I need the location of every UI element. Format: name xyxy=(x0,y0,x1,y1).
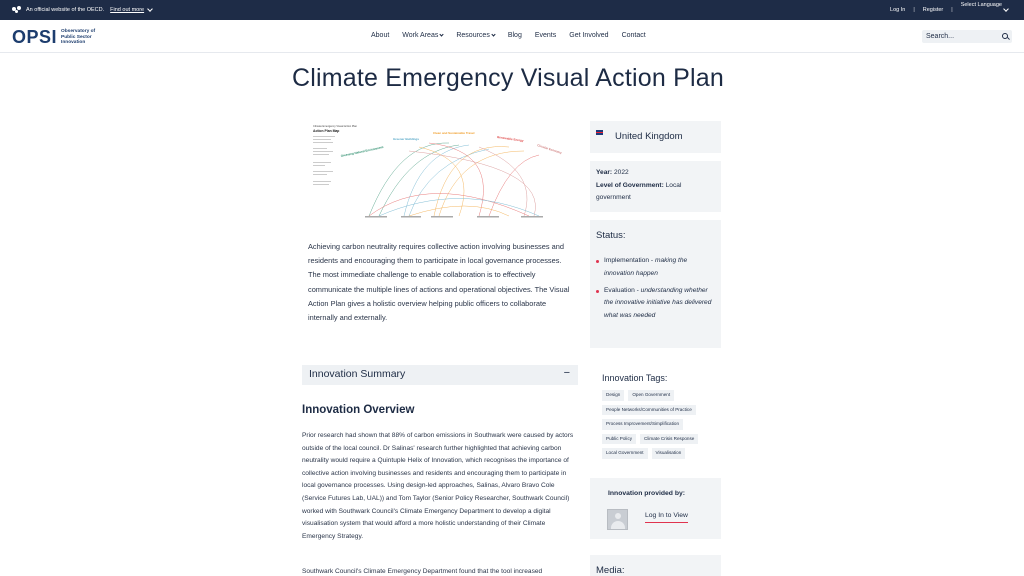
innovation-summary-toggle[interactable] xyxy=(302,365,578,385)
nav-events[interactable]: Events xyxy=(534,32,557,39)
tag[interactable]: Design xyxy=(602,390,624,401)
status-heading: Status: xyxy=(596,230,626,241)
media-heading: Media: xyxy=(596,565,625,576)
tag[interactable]: Process Improvement/Simplification xyxy=(602,419,683,430)
language-select[interactable] xyxy=(961,2,1002,8)
action-plan-map-image[interactable] xyxy=(309,121,577,221)
login-to-view-link[interactable]: Log In to View xyxy=(645,512,688,523)
tag[interactable]: Climate Crisis Response xyxy=(640,434,698,445)
map-group-label: Greening Natural Environment xyxy=(340,145,384,158)
status-list xyxy=(604,255,714,327)
innovation-summary-label: Innovation Summary xyxy=(309,368,406,380)
uk-flag-icon xyxy=(596,130,603,135)
nav-get-involved[interactable]: Get Involved xyxy=(569,32,609,39)
oecd-banner xyxy=(0,0,1024,20)
tag[interactable]: Local Government xyxy=(602,448,648,459)
overview-paragraph: Prior research had shown that 88% of carbon emissions in Southwark were caused by actors outside of the local council. Dr Salinas' research further highlighted that achieving carbon neutrality would require a Quintuple Helix of Innovation, which recognises the importance of collective action involving businesses and residents and encouraging them to participate in local governance processes. Using design-led approaches, Salinas, Alvaro Bravo Cole (Service Futures Lab, UAL)) and Tom Taylor (Senior Policy Researcher, Southwark Council) worked with Southwark Council's Climate Emergency Department to develop a digital visualisation system that would afford a more holistic understanding of their Climate Emergency Strategy. xyxy=(302,432,574,540)
map-group-label: Circular Economy xyxy=(536,143,563,155)
search-icon[interactable] xyxy=(1002,33,1008,39)
tag[interactable]: Visualisation xyxy=(652,448,686,459)
page-title: Climate Emergency Visual Action Plan xyxy=(292,64,724,92)
logo-subtitle: Observatory of Public Sector Innovation xyxy=(61,29,96,46)
country-card xyxy=(590,121,721,153)
chevron-down-icon xyxy=(1003,6,1009,12)
avatar xyxy=(607,509,628,530)
search-placeholder: Search... xyxy=(926,33,955,40)
map-group-label: Greener Buildings xyxy=(393,137,420,141)
level-row: Level of Government: Local government xyxy=(596,181,682,202)
year-value: 2022 xyxy=(613,169,629,176)
site-header xyxy=(0,20,1024,53)
status-item: Implementation - making the innovation happen xyxy=(604,255,714,281)
main-nav xyxy=(371,32,646,39)
divider: | xyxy=(913,7,915,13)
provided-by-card xyxy=(590,478,721,539)
chevron-down-icon xyxy=(491,32,495,36)
search-input[interactable] xyxy=(922,30,1012,43)
register-link[interactable]: Register xyxy=(922,7,944,13)
nav-about[interactable]: About xyxy=(371,32,390,39)
find-out-more-link[interactable]: Find out more xyxy=(110,6,145,13)
innovation-tags-heading: Innovation Tags: xyxy=(602,373,668,383)
meta-card xyxy=(590,161,721,212)
level-value: Local government xyxy=(596,181,682,202)
tag-list xyxy=(602,390,714,459)
logo-wordmark: OPSI xyxy=(12,27,58,47)
tag[interactable]: People Networks/Communities of Practice xyxy=(602,405,696,416)
chevron-down-icon xyxy=(440,32,444,36)
language-select-label: Select Language xyxy=(960,2,1002,8)
tag[interactable]: Public Policy xyxy=(602,434,636,445)
nav-resources[interactable]: Resources xyxy=(456,32,494,39)
login-link[interactable]: Log In xyxy=(890,7,906,13)
map-title: Action Plan Map xyxy=(313,129,340,133)
status-item: Evaluation - understanding whether the innovative initiative has delivered what was needed xyxy=(604,285,714,323)
intro-paragraph: Achieving carbon neutrality requires collective action involving businesses and residents and encouraging them to participate in local governance processes. The most immediate challenge to enable collaboration is to effectively communicate the multiple lines of actions and operational objectives. The Visual Action Plan gives a holistic overview helping public officers to collaborate internally and externally. xyxy=(308,242,570,323)
year-row: Year: 2022 xyxy=(596,169,629,176)
oecd-notice xyxy=(12,6,152,13)
chevron-down-icon xyxy=(147,6,153,12)
official-text: An official website of the OECD. xyxy=(26,6,105,13)
overview-paragraph-2: Southwark Council's Climate Emergency Department found that the tool increased xyxy=(302,568,543,575)
map-group-label: Renewable Energy xyxy=(496,135,524,143)
collapse-icon[interactable]: − xyxy=(563,367,570,379)
status-card xyxy=(590,220,721,348)
tag[interactable]: Open Government xyxy=(628,390,674,401)
nav-blog[interactable]: Blog xyxy=(507,32,522,39)
oecd-logo-icon xyxy=(12,6,22,13)
media-card xyxy=(590,555,721,576)
provided-by-heading: Innovation provided by: xyxy=(608,490,686,497)
nav-work-areas[interactable]: Work Areas xyxy=(402,32,443,39)
nav-contact[interactable]: Contact xyxy=(621,32,646,39)
opsi-logo[interactable] xyxy=(12,27,105,48)
country-name: United Kingdom xyxy=(615,131,683,142)
map-group-label: Clean and Sustainable Travel xyxy=(433,131,475,135)
divider: | xyxy=(951,7,953,13)
map-header-small: Climate Emergency Visual Action Plan xyxy=(313,125,358,128)
innovation-overview-heading: Innovation Overview xyxy=(302,404,415,416)
